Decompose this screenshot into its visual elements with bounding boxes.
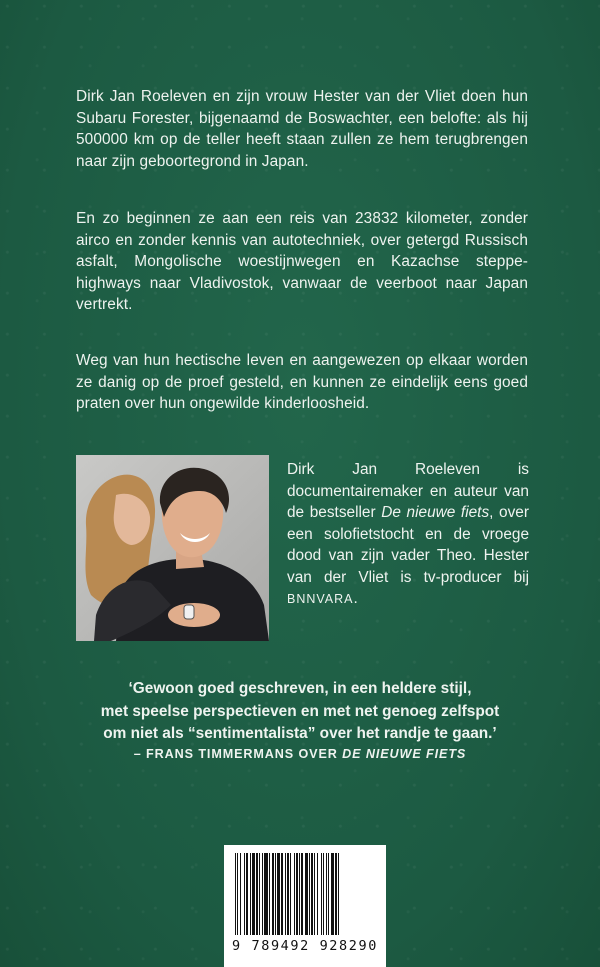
attribution-title: DE NIEUWE FIETS: [342, 747, 467, 761]
bio-text-end: .: [353, 590, 358, 607]
quote-line-1: ‘Gewoon goed geschreven, in een heldere stijl,: [128, 680, 472, 697]
bio-text-before: Dirk Jan Roeleven is documentairemaker en auteur van de bestseller: [287, 461, 529, 521]
bio-text-middle: , over een solofietstocht en de vroege dood van zijn vader Theo. Hester van der Vliet is tv-producer bij: [287, 504, 529, 586]
blurb-paragraph-2: En zo beginnen ze aan een reis van 23832 kilometer, zonder airco en zonder kennis van autotechniek, over getergd Russisch asfalt, Mongolische woestijnwegen en Kazachse steppe-highways naar Vladivostok, vanwaar de veerboot naar Japan vertrekt.: [76, 210, 528, 313]
press-quote: [60, 678, 540, 746]
blurb-paragraph-3: Weg van hun hectische leven en aangewezen op elkaar worden ze danig op de proef gesteld, en kunnen ze eindelijk eens goed praten over hun ongewilde kinderloosheid.: [76, 352, 528, 412]
quote-attribution: [60, 747, 540, 761]
author-bio: [287, 459, 529, 611]
blurb-paragraph-1: Dirk Jan Roeleven en zijn vrouw Hester van der Vliet doen hun Subaru Forester, bijgenaamd de Boswachter, een belofte: als hij 500000 km op de teller heeft staan zullen ze hem terugbrengen naar zijn geboortegrond in Japan.: [76, 88, 528, 170]
quote-line-2: met speelse perspectieven en met net genoeg zelfspot: [100, 702, 500, 720]
author-photo: [76, 455, 269, 641]
quote-line-3: om niet als “sentimentalista” over het randje te gaan.’: [103, 725, 497, 742]
bio-book-title: De nieuwe fiets: [381, 504, 490, 521]
bio-broadcaster: BNNVARA: [287, 592, 354, 606]
attribution-prefix: – FRANS TIMMERMANS OVER: [133, 747, 343, 761]
isbn-number: 9 789492 928290: [232, 938, 378, 954]
barcode-bars: [235, 853, 375, 935]
isbn-barcode: [224, 845, 386, 967]
